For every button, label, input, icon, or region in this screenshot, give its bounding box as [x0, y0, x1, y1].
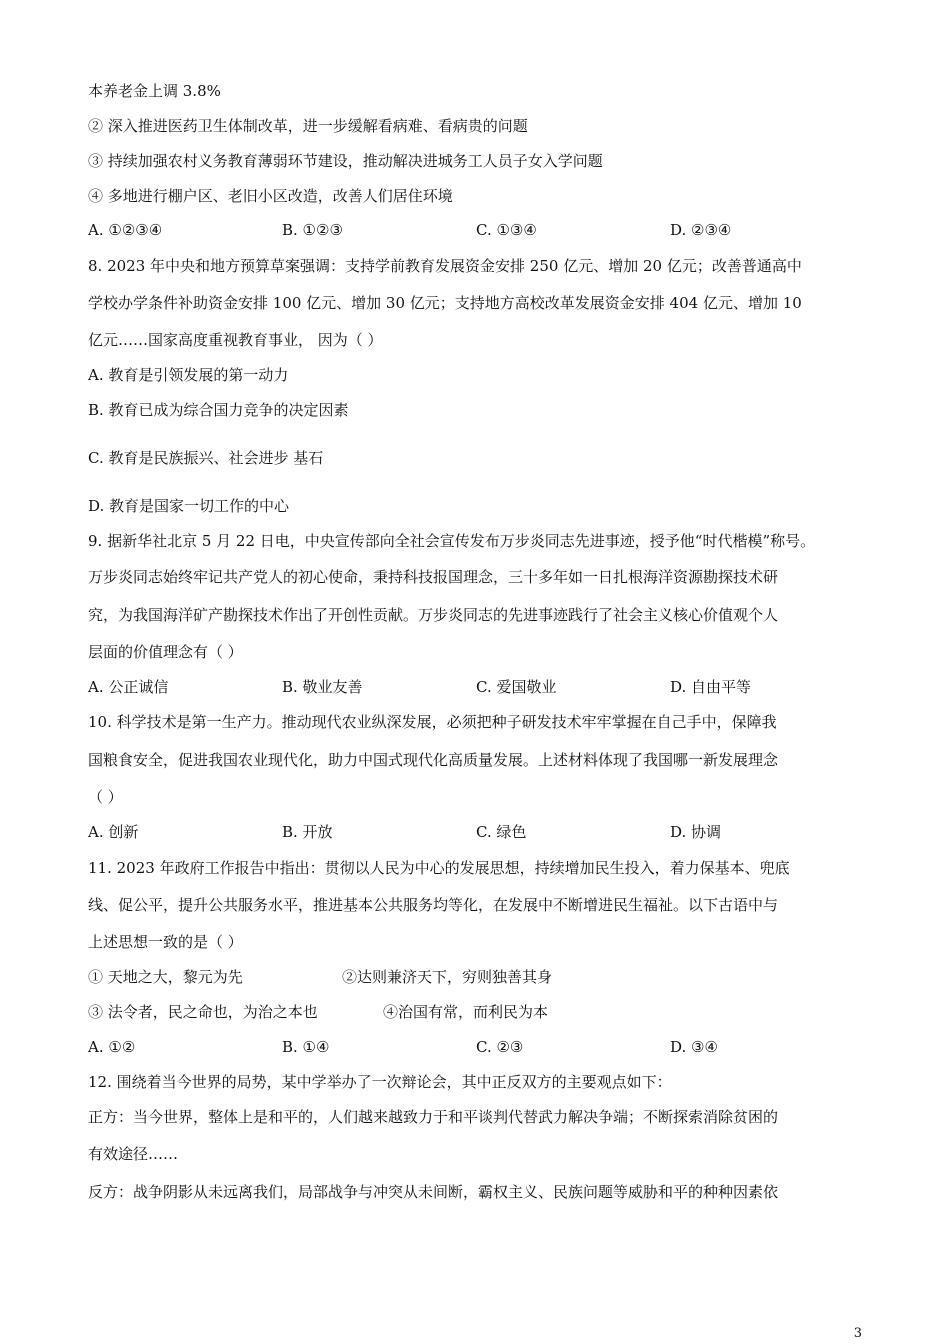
option-d: D. ②③④ [670, 221, 732, 239]
question-12-line: 12. 围绕着当今世界的局势，某中学举办了一次辩论会，其中正反双方的主要观点如下： [88, 1073, 672, 1091]
option-c: C. ①③④ [476, 221, 537, 239]
option-b: B. ①②③ [282, 221, 343, 239]
option-a: A. 创新 [88, 823, 139, 841]
question-10-line: （ ） [88, 788, 123, 806]
question-11-line: 11. 2023 年政府工作报告中指出：贯彻以人民为中心的发展思想，持续增加民生投入，着力保基本、兜底 [88, 859, 790, 877]
question-8-line: 亿元……国家高度重视教育事业， 因为（ ） [88, 331, 383, 349]
option-b: B. ①④ [282, 1038, 330, 1056]
statement-2: ②达则兼济天下，穷则独善其身 [342, 968, 553, 986]
option-c: C. ②③ [476, 1038, 524, 1056]
option-c: C. 绿色 [476, 823, 527, 841]
option-a: A. ①②③④ [88, 221, 163, 239]
question-8-line: 学校办学条件补助资金安排 100 亿元、增加 30 亿元；支持地方高校改革发展资金安排 404 亿元、增加 10 [88, 294, 802, 312]
question-10-line: 10. 科学技术是第一生产力。推动现代农业纵深发展，必须把种子研发技术牢牢掌握在自己手中，保障我 [88, 713, 777, 731]
question-12-line: 反方：战争阴影从未远离我们，局部战争与冲突从未间断，霸权主义、民族问题等威胁和平的种种因素依 [88, 1183, 779, 1201]
statement-3: ③ 法令者，民之命也，为治之本也 [88, 1003, 318, 1021]
option-d: D. ③④ [670, 1038, 718, 1056]
page-number: 3 [853, 1326, 862, 1341]
question-11-line: 线、促公平，提升公共服务水平，推进基本公共服务均等化，在发展中不断增进民生福祉。以下古语中与 [88, 896, 779, 914]
option-b: B. 开放 [282, 823, 333, 841]
question-8-line: 8. 2023 年中央和地方预算草案强调：支持学前教育发展资金安排 250 亿元、增加 20 亿元；改善普通高中 [88, 257, 802, 275]
question-10-line: 国粮食安全，促进我国农业现代化，助力中国式现代化高质量发展。上述材料体现了我国哪一新发展理念 [88, 751, 779, 769]
option-d: D. 协调 [670, 823, 722, 841]
option-a: A. ①② [88, 1038, 136, 1056]
question-9-line: 9. 据新华社北京 5 月 22 日电，中央宣传部向全社会宣传发布万步炎同志先进事迹，授予他“时代楷模”称号。 [88, 532, 816, 550]
text-line: ② 深入推进医药卫生体制改革，进一步缓解看病难、看病贵的问题 [88, 117, 528, 135]
question-11-line: 上述思想一致的是（ ） [88, 933, 243, 951]
question-9-line: 层面的价值理念有（ ） [88, 643, 243, 661]
question-12-line: 正方：当今世界，整体上是和平的，人们越来越致力于和平谈判代替武力解决争端；不断探索消除贫困的 [88, 1108, 779, 1126]
option-d: D. 教育是国家一切工作的中心 [88, 497, 290, 515]
option-a: A. 公正诚信 [88, 678, 169, 696]
option-a: A. 教育是引领发展的第一动力 [88, 366, 289, 384]
option-c: C. 爱国敬业 [476, 678, 557, 696]
option-d: D. 自由平等 [670, 678, 752, 696]
question-9-line: 究，为我国海洋矿产勘探技术作出了开创性贡献。万步炎同志的先进事迹践行了社会主义核心价值观个人 [88, 606, 779, 624]
statement-4: ④治国有常，而利民为本 [383, 1003, 549, 1021]
text-line: 本养老金上调 3.8% [88, 82, 221, 100]
question-12-line: 有效途径…… [88, 1145, 179, 1163]
text-line: ③ 持续加强农村义务教育薄弱环节建设，推动解决进城务工人员子女入学问题 [88, 152, 603, 170]
statement-1: ① 天地之大，黎元为先 [88, 968, 243, 986]
option-c: C. 教育是民族振兴、社会进步 基石 [88, 449, 324, 467]
option-b: B. 教育已成为综合国力竞争的决定因素 [88, 401, 349, 419]
text-line: ④ 多地进行棚户区、老旧小区改造，改善人们居住环境 [88, 187, 453, 205]
option-b: B. 敬业友善 [282, 678, 363, 696]
question-9-line: 万步炎同志始终牢记共产党人的初心使命，秉持科技报国理念，三十多年如一日扎根海洋资源勘探技术研 [88, 568, 779, 586]
